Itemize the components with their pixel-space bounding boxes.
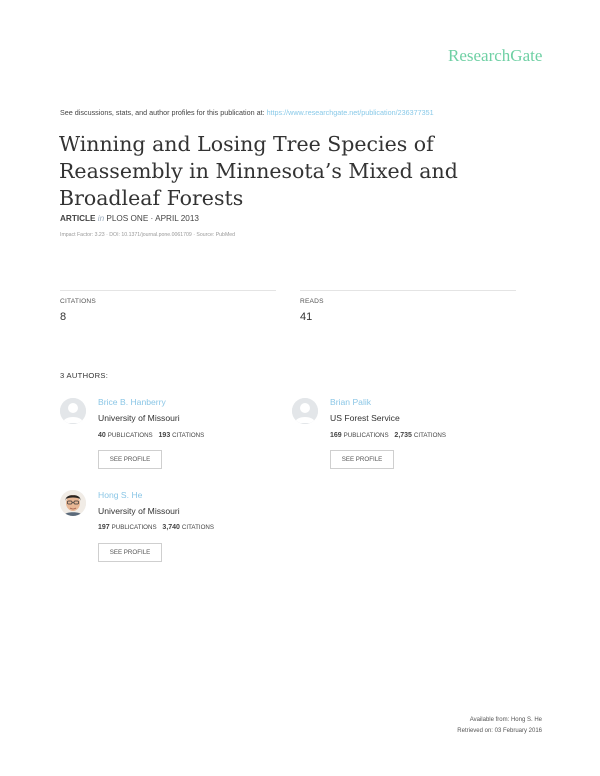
available-from: Available from: Hong S. He: [469, 717, 542, 723]
see-discussions-line: [60, 108, 434, 117]
see-discussions-text: See discussions, stats, and author profiles for this publication at:: [60, 108, 265, 117]
journal-info: PLOS ONE · APRIL 2013: [106, 214, 199, 223]
see-profile-button[interactable]: SEE PROFILE: [98, 450, 162, 469]
article-meta: [60, 214, 199, 223]
reads-divider: [300, 290, 516, 291]
author-publications-count: 40: [98, 432, 106, 439]
citations-label: CITATIONS: [60, 298, 96, 305]
author-publications-count: 197: [98, 524, 110, 531]
author-citations-count: 3,740: [162, 524, 180, 531]
author-portrait-icon: [60, 490, 86, 516]
user-silhouette-icon: [292, 398, 318, 424]
citations-label: CITATIONS: [181, 524, 214, 531]
author-name-link[interactable]: Hong S. He: [98, 490, 143, 500]
author-citations-count: 2,735: [394, 432, 412, 439]
author-avatar-placeholder[interactable]: [292, 398, 318, 424]
author-stats: [98, 524, 214, 531]
author-institution: US Forest Service: [330, 413, 400, 423]
publications-label: PUBLICATIONS: [107, 432, 153, 439]
author-institution: University of Missouri: [98, 413, 180, 423]
reads-count: 41: [300, 311, 313, 323]
article-submeta: Impact Factor: 3.23 · DOI: 10.1371/journal.pone.0061709 · Source: PubMed: [60, 232, 236, 238]
publications-label: PUBLICATIONS: [343, 432, 389, 439]
retrieved-on: Retrieved on: 03 February 2016: [457, 728, 542, 734]
authors-heading: 3 AUTHORS:: [60, 371, 109, 380]
citations-count: 8: [60, 311, 67, 323]
author-institution: University of Missouri: [98, 506, 180, 516]
see-profile-button[interactable]: SEE PROFILE: [98, 543, 162, 562]
citations-divider: [60, 290, 276, 291]
author-name-link[interactable]: Brian Palik: [330, 397, 372, 407]
author-name-link[interactable]: Brice B. Hanberry: [98, 397, 166, 407]
reads-label: READS: [300, 298, 324, 305]
publications-label: PUBLICATIONS: [111, 524, 157, 531]
author-stats: [330, 432, 446, 439]
article-type: ARTICLE: [60, 214, 96, 223]
user-silhouette-icon: [60, 398, 86, 424]
citations-label: CITATIONS: [172, 432, 205, 439]
author-stats: [98, 432, 204, 439]
in-label: in: [97, 214, 105, 223]
author-photo[interactable]: [60, 490, 86, 516]
author-avatar-placeholder[interactable]: [60, 398, 86, 424]
researchgate-logo[interactable]: ResearchGate: [448, 46, 543, 65]
see-profile-button[interactable]: SEE PROFILE: [330, 450, 394, 469]
author-publications-count: 169: [330, 432, 342, 439]
publication-link[interactable]: https://www.researchgate.net/publication/236377351: [266, 108, 434, 117]
citations-label: CITATIONS: [413, 432, 446, 439]
author-citations-count: 193: [158, 432, 171, 439]
paper-title: Winning and Losing Tree Species of Reassembly in Minnesota’s Mixed and Broadleaf Forests: [59, 132, 458, 210]
